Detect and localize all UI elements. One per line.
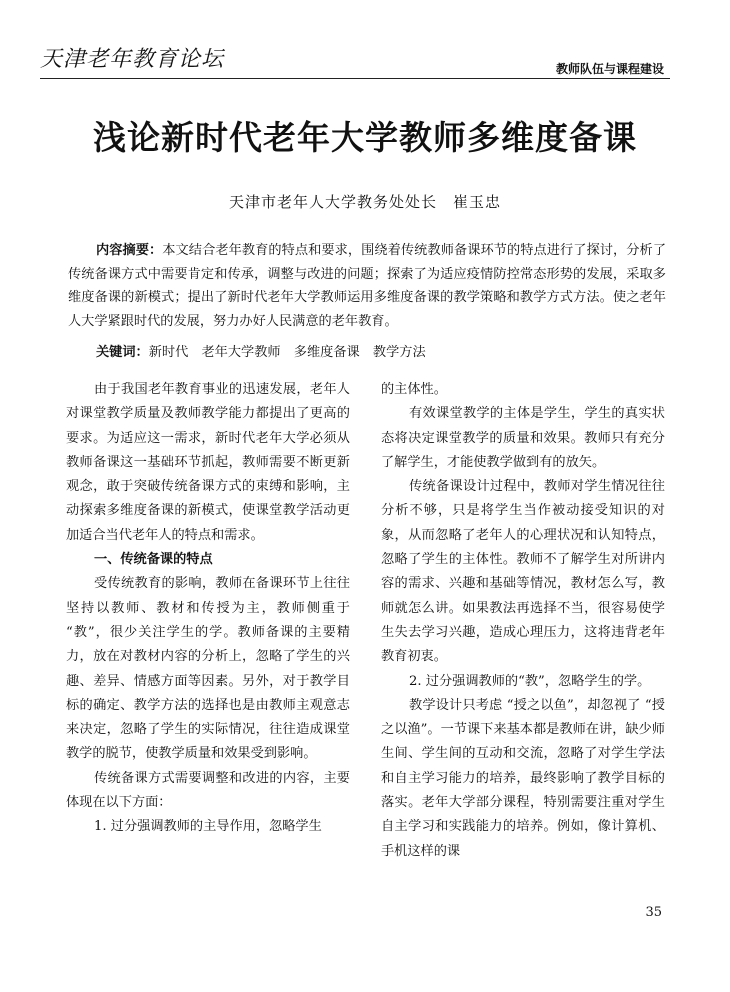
section-label: 教师队伍与课程建设 — [555, 62, 664, 76]
abstract — [68, 239, 666, 333]
paragraph: 有效课堂教学的主体是学生，学生的真实状态将决定课堂教学的质量和效果。教师只有充分了解学生，才能使教学做到有的放矢。 — [381, 406, 665, 470]
paragraph: 由于我国老年教育事业的迅速发展，老年人对课堂教学质量及教师教学能力都提出了更高的要求。为适应这一需求，新时代老年大学必须从教师备课这一基础环节抓起，教师需要不断更新观念，敢于突破传统备课方式的束缚和影响，主动探索多维度备课的新模式，使课堂教学活动更加适合当代老年人的特点和需求。 — [66, 382, 350, 543]
paragraph: 的主体性。 — [381, 382, 447, 397]
paragraph: 1. 过分强调教师的主导作用，忽略学生 — [94, 819, 322, 835]
keywords-text: 新时代 老年大学教师 多维度备课 教学方法 — [148, 345, 426, 360]
page-number: 35 — [645, 905, 662, 920]
paragraph: 2. 过分强调教师的“教”，忽略学生的学。 — [409, 673, 651, 689]
body-column-left — [66, 378, 350, 840]
author-line: 天津市老年人大学教务处处长 崔玉忠 — [228, 193, 501, 211]
article-title: 浅论新时代老年大学教师多维度备课 — [93, 118, 637, 157]
abstract-label: 内容摘要： — [96, 243, 163, 258]
abstract-text: 本文结合老年教育的特点和要求，围绕着传统教师备课环节的特点进行了探讨，分析了传统备课方式中需要肯定和传承，调整与改进的问题；探索了为适应疫情防控常态形势的发展，采取多维度备课的新模式；提出了新时代老年大学教师运用多维度备课的教学策略和教学方式方法。使之老年人大学紧跟时代的发展，努力办好人民满意的老年教育。 — [68, 243, 667, 329]
paragraph: 受传统教育的影响，教师在备课环节上往往坚持以教师、教材和传授为主，教师侧重于 “教”，很少关注学生的学。教师备课的主要精力，放在对教材内容的分析上，忽略了学生的兴趣、差异、情感方面等因素。另外，对于教学目标的确定、教学方法的选择也是由教师主观意志来决定，忽略了学生的实际情况，往往造成课堂教学的脱节，使教学质量和效果受到影响。 — [66, 576, 350, 762]
keywords-label: 关键词： — [96, 345, 149, 360]
header-rule — [40, 78, 670, 79]
section-heading: 一、传统备课的特点 — [94, 552, 213, 568]
journal-masthead: 天津老年教育论坛 — [40, 47, 225, 72]
paragraph: 传统备课设计过程中，教师对学生情况往往分析不够，只是将学生当作被动接受知识的对象，从而忽略了老年人的心理状况和认知特点，忽略了学生的主体性。教师不了解学生对所讲内容的需求、兴趣和基础等情况，教材怎么写，教师就怎么讲。如果教法再选择不当，很容易使学生失去学习兴趣，造成心理压力，这将违背老年教育初衷。 — [381, 479, 665, 665]
keywords — [96, 343, 426, 363]
paragraph: 教学设计只考虑 “授之以鱼”，却忽视了 “授之以渔”。一节课下来基本都是教师在讲，缺少师生间、学生间的互动和交流，忽略了对学生学法和自主学习能力的培养，最终影响了教学目标的落实。老年大学部分课程，特别需要注重对学生自主学习和实践能力的培养。例如，像计算机、手机这样的课 — [381, 697, 665, 859]
paragraph: 传统备课方式需要调整和改进的内容，主要体现在以下方面： — [66, 770, 350, 811]
body-column-right — [381, 378, 665, 864]
